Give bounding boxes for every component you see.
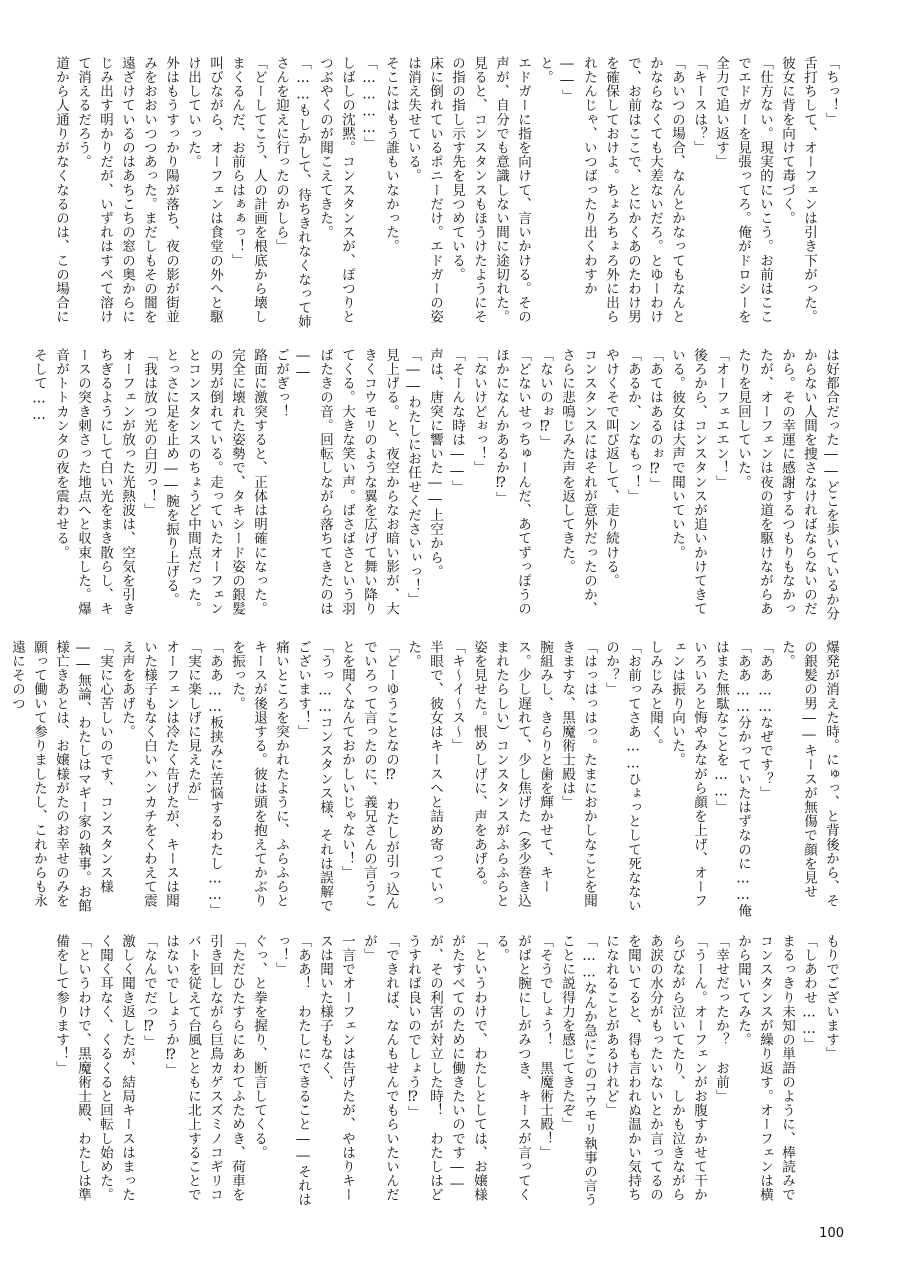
paragraph: ごがぎっ！ bbox=[273, 348, 289, 419]
paragraph: 「はっはっはっ。たまにおかしなことを聞きますな、黒魔術士殿は」 bbox=[559, 640, 597, 908]
paragraph: 「そうでしょう！ 黒魔術士殿！」 bbox=[537, 934, 553, 1160]
paragraph: 「うっ……コンスタンス様、それは誤解でございます！」 bbox=[295, 640, 333, 913]
paragraph: 「――わたしにお任せくださいぃっ！」 bbox=[405, 348, 421, 607]
paragraph: 「あるか、ンなもっ！」 bbox=[625, 348, 641, 504]
paragraph: 爆発が消えた時。にゅっ、と背後から、その銀髪の男――キースが無傷で顔を見せた。 bbox=[779, 640, 839, 908]
paragraph: 道から人通りがなくなるのは、この場合に bbox=[53, 56, 69, 324]
paragraph: 「我は放つ光の白刃っ！」 bbox=[141, 348, 157, 518]
paragraph: 「どーしてこう、人の計画を根底から壊しまくるんだ、お前らはぁぁっ！」 bbox=[229, 56, 267, 324]
paragraph: 「……もしかして、待ちきれなくなって姉さんを迎えに行ったのかしら」 bbox=[273, 56, 311, 329]
paragraph: は好都合だった――どこを歩いているか分からない人間を捜さなければならないのだから。その幸運に感謝するつもりもなかったが、オーフェンは夜の道を駆けながらあたりを見回していた。 bbox=[735, 348, 839, 621]
paragraph: と。 bbox=[537, 56, 553, 85]
paragraph: 「幸せだったか？ お前」 bbox=[713, 934, 729, 1104]
paragraph: 「ああ……分かっていたはずなのに……俺はまた無駄なことを……」 bbox=[713, 640, 751, 918]
paragraph: しみじみと聞く。 bbox=[647, 640, 663, 753]
paragraph: 「ああ……板挟みに苦悩するわたし……」 bbox=[207, 640, 223, 918]
paragraph: 彼女に背を向けて毒づく。 bbox=[779, 56, 795, 226]
paragraph: 「なんでだっ⁉」 bbox=[141, 934, 157, 1050]
paragraph: 「あいつの場合、なんとかなってもなんとかならなくても大差ないだろ。とゆーわけで、お前はここで、とにかくあのたわけ男を確保しておけよ。ちょろちょろ外に出られたんじゃ、いつばったり出くわすか――」 bbox=[559, 56, 685, 324]
paragraph: 「…………」 bbox=[361, 56, 377, 151]
paragraph: そして…… bbox=[31, 348, 47, 424]
paragraph: 「ただひたすらにあわてふためき、荷車を引き回しながら巨鳥カゲスズミノコギリコバトを従えて台風とともに北上することではないでしょうか⁉」 bbox=[163, 934, 245, 1202]
paragraph: コンスタンスにはそれが意外だったのか、さらに悲鳴じみた声を返してきた。 bbox=[559, 348, 597, 616]
paragraph: 「そーんな時は――」 bbox=[449, 348, 465, 494]
paragraph: 後ろから、コンスタンスが追いかけてきている。彼女は大声で聞いていた。 bbox=[669, 348, 707, 616]
text-tier-2 bbox=[31, 348, 842, 628]
paragraph: 半眼で、彼女はキースへと詰め寄っていった。 bbox=[405, 640, 443, 908]
paragraph: 痛いところを突かれたように、ふらふらとキースが後退する。彼は頭を抱えてかぶりを振った。 bbox=[229, 640, 289, 908]
text-tier-1 bbox=[42, 56, 842, 336]
paragraph: 外はもうすっかり陽が落ち、夜の影が街並みをおおいつつあった。まだしもその闇を遠ざけているのはあちこちの窓の奥からにじみ出す明かりだが、いずれはすべて溶けて消えるだろう。 bbox=[75, 56, 179, 324]
paragraph: 「実に楽しげに見えたが」 bbox=[185, 640, 201, 810]
paragraph: 「あてはあるのぉ⁉」 bbox=[647, 348, 663, 492]
paragraph: 「……なんか急にこのコウモリ執事の言うことに説得力を感じてきたぞ」 bbox=[559, 934, 597, 1207]
paragraph: 「ちっ！」 bbox=[823, 56, 839, 127]
paragraph: しばしの沈黙。コンスタンスが、ぽつりとつぶやくのが聞こえてきた。 bbox=[317, 56, 355, 324]
paragraph: ぐっ、と拳を握り、断言してくる。 bbox=[251, 934, 267, 1160]
paragraph: 「ないけどぉっ！」 bbox=[471, 348, 487, 475]
paragraph: 「うーん。オーフェンがお腹すかせて干からびながら泣いてたり、しかも泣きながらあ涙の水分がもったいないとか言ってるのを聞いてると、得も言われぬ温かい気持ちになれることがあるけれど」 bbox=[603, 934, 707, 1202]
paragraph: がばと腕にしがみつき、キースが言ってくる。 bbox=[493, 934, 531, 1202]
paragraph: そこにはもう誰もいなかった。 bbox=[383, 56, 399, 254]
paragraph: 声は、唐突に響いた――上空から。 bbox=[427, 348, 443, 579]
page-number: 100 bbox=[819, 1226, 844, 1241]
paragraph: まるっきり未知の単語のように、棒読みでコンスタンスが繰り返す。オーフェンは横から聞いてみた。 bbox=[735, 934, 795, 1202]
paragraph: 「ああ……なぜです？」 bbox=[757, 640, 773, 801]
paragraph: 「というわけで、わたしとしては、お嬢様がたすべてのために働きたいのです――が、その利害が対立した時！ わたしはどうすれば良いのでしょう⁉」 bbox=[405, 934, 487, 1202]
paragraph: 路面に激突すると、正体は明確になった。完全に壊れた姿勢で、タキシード姿の銀髪の男が倒れている。走っていたオーフェンとコンスタンスのちょうど中間点だった。とっさに足を止め――腕を振り上げる。 bbox=[163, 348, 267, 616]
paragraph: オーフェンが放った光熱波は、空気を引きちぎるようにして白い光をまき散らし、キースの突き刺さった地点へと収束した。爆音がトトカンタの夜を震わせる。 bbox=[53, 348, 135, 616]
paragraph: 一言でオーフェンは告げたが、やはりキースは聞いた様子もなく、 bbox=[317, 934, 355, 1202]
paragraph: オーフェンは冷たく告げたが、キースは聞いた様子もなく白いハンカチをくわえて震え声をあげた。 bbox=[119, 640, 179, 908]
paragraph: 見上げる。と、夜空からなお暗い影が、大きくコウモリのような翼を広げて舞い降りてくる。大きな笑い声。ばさばさという羽ばたきの音。回転しながら落ちてきたのは―― bbox=[295, 348, 399, 616]
paragraph: 舌打ちして、オーフェンは引き下がった。 bbox=[801, 56, 817, 324]
paragraph: 「どないせっちゅーんだ、あてずっぽうのほかになんかあるか⁉」 bbox=[493, 348, 531, 616]
paragraph: 「できれば、なんもせんでもらいたいんだが」 bbox=[361, 934, 399, 1202]
paragraph: 「というわけで、黒魔術士殿、わたしは準備をして参ります！」 bbox=[53, 934, 91, 1202]
paragraph: 激しく聞き返したが、結局キースはまったく聞く耳なく、くるくると回転し始めた。 bbox=[97, 934, 135, 1202]
text-tier-4 bbox=[42, 934, 842, 1214]
paragraph: 「オーフェエエン！」 bbox=[713, 348, 729, 489]
paragraph: 「ないのぉ⁉」 bbox=[537, 348, 553, 450]
paragraph: 叫びながら、オーフェンは食堂の外へと駆け出していった。 bbox=[185, 56, 223, 324]
paragraph: 「実に心苦しいのです、コンスタンス様――無論、わたしはマギー家の執事。お館様亡きあとは、お嬢様がたのお幸せのみを願って働いて参りましたし、これからも永遠にそのつ bbox=[9, 640, 113, 913]
paragraph: 「しあわせ……」 bbox=[801, 934, 817, 1052]
paragraph: 「キースは？」 bbox=[691, 56, 707, 155]
paragraph: やけくそで叫び返して、走り続ける。 bbox=[603, 348, 619, 588]
paragraph: 「どーゆうことなの⁉ わたしが引っ込んでいろって言ったのに、義兄さんの言うことを聞くなんておかしいじゃない！」 bbox=[339, 640, 399, 911]
paragraph: エドガーに指を向けて、言いかける。その声が、自分でも意識しない間に途切れた。見ると、コンスタンスもほうけたようにその指の指し示す先を見つめている。 bbox=[449, 56, 531, 324]
paragraph: 「キ～イ～ス～」 bbox=[449, 640, 465, 753]
paragraph: もりでございます」 bbox=[823, 934, 839, 1061]
paragraph: 「ああ！ わたしにできること――それはっ！」 bbox=[273, 934, 311, 1207]
paragraph: 「仕方ない。現実的にいこう。お前はここでエドガーを見張ってろ。俺がドロシーを全力で追い返す」 bbox=[713, 56, 773, 324]
paragraph: 腕組みし、きらりと歯を輝かせて、キース。少し遅れて、少し焦げた（多少巻き込まれたらしい）コンスタンスがふらふらと姿を見せた。恨めしげに、声をあげる。 bbox=[471, 640, 553, 908]
paragraph: 「お前ってさあ……ひょっとして死なないのか？」 bbox=[603, 640, 641, 913]
paragraph: 床に倒れているポニーだけ。エドガーの姿は消え失せている。 bbox=[405, 56, 443, 324]
text-tier-3 bbox=[9, 640, 842, 920]
paragraph: いろいろと悔やみながら顔を上げ、オーフェンは振り向いた。 bbox=[669, 640, 707, 908]
